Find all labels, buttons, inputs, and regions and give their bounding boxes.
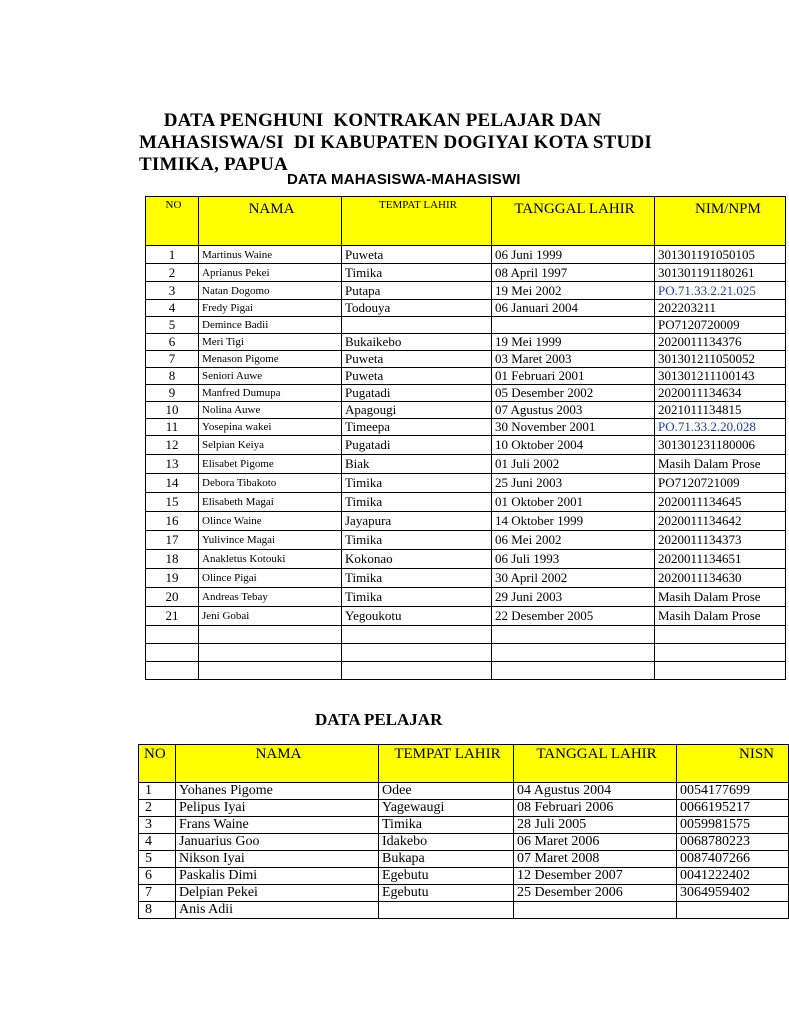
table-row	[146, 550, 786, 569]
table-row	[146, 368, 786, 385]
header-tempat-lahir: TEMPAT LAHIR	[379, 745, 514, 783]
header-no: NO	[139, 745, 176, 783]
cell-tempat-lahir: Kokonao	[342, 550, 492, 569]
cell-no: 21	[146, 607, 199, 626]
table-row	[139, 783, 789, 800]
cell-nim-npm: Masih Dalam Prose	[655, 588, 786, 607]
empty-cell	[655, 626, 786, 644]
table-row	[139, 834, 789, 851]
cell-nama: Nikson Iyai	[176, 851, 379, 868]
cell-nisn	[677, 902, 789, 919]
cell-no: 20	[146, 588, 199, 607]
cell-nama: Demince Badii	[199, 317, 342, 334]
cell-tanggal-lahir: 03 Maret 2003	[492, 351, 655, 368]
table-row	[146, 607, 786, 626]
table-row	[146, 531, 786, 550]
cell-nim-npm: 301301191180261	[655, 264, 786, 282]
cell-tanggal-lahir: 06 Juni 1999	[492, 246, 655, 264]
cell-tanggal-lahir: 06 Juli 1993	[492, 550, 655, 569]
cell-nim-npm: PO.71.33.2.21.025	[655, 282, 786, 300]
cell-tanggal-lahir: 07 Maret 2008	[514, 851, 677, 868]
cell-nim-npm: 2020011134642	[655, 512, 786, 531]
cell-nama: Yosepina wakei	[199, 419, 342, 436]
cell-no: 3	[139, 817, 176, 834]
cell-no: 17	[146, 531, 199, 550]
empty-cell	[492, 662, 655, 680]
cell-nama: Elisabet Pigome	[199, 455, 342, 474]
cell-no: 2	[139, 800, 176, 817]
cell-no: 9	[146, 385, 199, 402]
cell-nama: Frans Waine	[176, 817, 379, 834]
pelajar-section-title: DATA PELAJAR	[315, 710, 443, 729]
cell-tempat-lahir: Puweta	[342, 351, 492, 368]
cell-nama: Nolina Auwe	[199, 402, 342, 419]
cell-no: 10	[146, 402, 199, 419]
cell-tanggal-lahir: 08 Februari 2006	[514, 800, 677, 817]
cell-tempat-lahir: Timika	[379, 817, 514, 834]
cell-no: 5	[146, 317, 199, 334]
cell-no: 2	[146, 264, 199, 282]
cell-tanggal-lahir: 01 Februari 2001	[492, 368, 655, 385]
cell-tanggal-lahir: 01 Juli 2002	[492, 455, 655, 474]
table-row	[146, 402, 786, 419]
table-row	[146, 474, 786, 493]
pelajar-header-row	[139, 745, 789, 783]
cell-nama: Januarius Goo	[176, 834, 379, 851]
cell-nama: Aprianus Pekei	[199, 264, 342, 282]
empty-cell	[199, 662, 342, 680]
table-row	[146, 385, 786, 402]
table-row	[146, 419, 786, 436]
cell-tempat-lahir: Timeepa	[342, 419, 492, 436]
table-row	[146, 264, 786, 282]
cell-no: 12	[146, 436, 199, 455]
cell-tempat-lahir: Pugatadi	[342, 436, 492, 455]
empty-cell	[342, 662, 492, 680]
cell-nim-npm: 301301211050052	[655, 351, 786, 368]
empty-cell	[199, 644, 342, 662]
pelajar-table	[138, 744, 789, 919]
empty-cell	[492, 644, 655, 662]
cell-nama: Elisabeth Magai	[199, 493, 342, 512]
cell-no: 1	[146, 246, 199, 264]
cell-nisn: 0059981575	[677, 817, 789, 834]
cell-nama: Anis Adii	[176, 902, 379, 919]
mahasiswa-section-title: DATA MAHASISWA-MAHASISWI	[287, 171, 521, 188]
empty-cell	[146, 644, 199, 662]
table-row	[139, 902, 789, 919]
cell-no: 15	[146, 493, 199, 512]
cell-tanggal-lahir: 25 Desember 2006	[514, 885, 677, 902]
cell-no: 4	[139, 834, 176, 851]
cell-tempat-lahir: Biak	[342, 455, 492, 474]
empty-cell	[655, 644, 786, 662]
cell-tempat-lahir: Yagewaugi	[379, 800, 514, 817]
cell-nama: Jeni Gobai	[199, 607, 342, 626]
cell-nama: Paskalis Dimi	[176, 868, 379, 885]
cell-nama: Debora Tibakoto	[199, 474, 342, 493]
title-line-1: DATA PENGHUNI KONTRAKAN PELAJAR DAN	[139, 110, 602, 131]
cell-no: 19	[146, 569, 199, 588]
header-nama: NAMA	[199, 197, 342, 246]
cell-no: 3	[146, 282, 199, 300]
empty-cell	[342, 644, 492, 662]
cell-nim-npm: 301301211100143	[655, 368, 786, 385]
header-nama: NAMA	[176, 745, 379, 783]
cell-nama: Anakletus Kotouki	[199, 550, 342, 569]
cell-tempat-lahir: Timika	[342, 493, 492, 512]
cell-tempat-lahir: Jayapura	[342, 512, 492, 531]
cell-tanggal-lahir: 22 Desember 2005	[492, 607, 655, 626]
cell-tanggal-lahir: 12 Desember 2007	[514, 868, 677, 885]
title-line-3: TIMIKA, PAPUA	[139, 154, 288, 175]
title-line-2: MAHASISWA/SI DI KABUPATEN DOGIYAI KOTA STUDI	[139, 132, 652, 153]
cell-nim-npm: 301301191050105	[655, 246, 786, 264]
table-row	[146, 588, 786, 607]
cell-tanggal-lahir: 19 Mei 1999	[492, 334, 655, 351]
cell-tanggal-lahir: 10 Oktober 2004	[492, 436, 655, 455]
header-tanggal-lahir: TANGGAL LAHIR	[492, 197, 655, 246]
cell-nim-npm: 2020011134645	[655, 493, 786, 512]
cell-tanggal-lahir: 06 Mei 2002	[492, 531, 655, 550]
cell-nama: Pelipus Iyai	[176, 800, 379, 817]
table-row	[146, 436, 786, 455]
cell-nim-npm: PO.71.33.2.20.028	[655, 419, 786, 436]
cell-no: 7	[139, 885, 176, 902]
cell-tempat-lahir: Odee	[379, 783, 514, 800]
cell-tanggal-lahir: 14 Oktober 1999	[492, 512, 655, 531]
cell-tanggal-lahir: 01 Oktober 2001	[492, 493, 655, 512]
empty-row	[146, 662, 786, 680]
header-no: NO	[146, 197, 199, 246]
cell-no: 4	[146, 300, 199, 317]
cell-nim-npm: Masih Dalam Prose	[655, 455, 786, 474]
cell-nim-npm: 2021011134815	[655, 402, 786, 419]
table-row	[146, 455, 786, 474]
empty-cell	[342, 626, 492, 644]
cell-tempat-lahir: Pugatadi	[342, 385, 492, 402]
cell-nisn: 0068780223	[677, 834, 789, 851]
cell-tempat-lahir: Putapa	[342, 282, 492, 300]
empty-cell	[655, 662, 786, 680]
cell-nisn: 0087407266	[677, 851, 789, 868]
cell-no: 16	[146, 512, 199, 531]
empty-row	[146, 626, 786, 644]
cell-nama: Menason Pigome	[199, 351, 342, 368]
cell-no: 11	[146, 419, 199, 436]
table-row	[139, 868, 789, 885]
cell-tempat-lahir	[342, 317, 492, 334]
table-row	[146, 351, 786, 368]
cell-nisn: 0041222402	[677, 868, 789, 885]
table-row	[139, 851, 789, 868]
cell-nim-npm: 301301231180006	[655, 436, 786, 455]
cell-tempat-lahir: Puweta	[342, 368, 492, 385]
cell-nama: Manfred Dumupa	[199, 385, 342, 402]
cell-tanggal-lahir: 19 Mei 2002	[492, 282, 655, 300]
cell-nim-npm: 2020011134376	[655, 334, 786, 351]
header-nisn: NISN	[677, 745, 789, 783]
cell-nisn: 0054177699	[677, 783, 789, 800]
cell-tempat-lahir: Timika	[342, 474, 492, 493]
cell-nama: Seniori Auwe	[199, 368, 342, 385]
cell-nisn: 0066195217	[677, 800, 789, 817]
cell-no: 6	[139, 868, 176, 885]
cell-nim-npm: 2020011134634	[655, 385, 786, 402]
table-row	[139, 885, 789, 902]
cell-tanggal-lahir: 08 April 1997	[492, 264, 655, 282]
cell-nama: Meri Tigi	[199, 334, 342, 351]
cell-nama: Olince Waine	[199, 512, 342, 531]
cell-nim-npm: 202203211	[655, 300, 786, 317]
table-row	[146, 334, 786, 351]
cell-tempat-lahir: Timika	[342, 588, 492, 607]
cell-tempat-lahir: Bukapa	[379, 851, 514, 868]
cell-tanggal-lahir: 07 Agustus 2003	[492, 402, 655, 419]
cell-nim-npm: 2020011134630	[655, 569, 786, 588]
cell-tanggal-lahir	[514, 902, 677, 919]
header-nim-npm: NIM/NPM	[655, 197, 786, 246]
cell-no: 8	[139, 902, 176, 919]
empty-cell	[199, 626, 342, 644]
table-row	[139, 800, 789, 817]
cell-tanggal-lahir: 30 April 2002	[492, 569, 655, 588]
table-row	[146, 493, 786, 512]
table-row	[146, 512, 786, 531]
cell-nama: Selpian Keiya	[199, 436, 342, 455]
cell-nim-npm: PO7120720009	[655, 317, 786, 334]
cell-nama: Yulivince Magai	[199, 531, 342, 550]
cell-tempat-lahir: Timika	[342, 264, 492, 282]
header-tempat-lahir: TEMPAT LAHIR	[342, 197, 492, 246]
cell-tanggal-lahir: 28 Juli 2005	[514, 817, 677, 834]
cell-tempat-lahir: Egebutu	[379, 885, 514, 902]
cell-nim-npm: PO7120721009	[655, 474, 786, 493]
cell-nama: Olince Pigai	[199, 569, 342, 588]
cell-no: 6	[146, 334, 199, 351]
cell-nim-npm: 2020011134651	[655, 550, 786, 569]
cell-tempat-lahir: Todouya	[342, 300, 492, 317]
cell-tempat-lahir: Bukaikebo	[342, 334, 492, 351]
cell-tanggal-lahir: 30 November 2001	[492, 419, 655, 436]
table-row	[146, 317, 786, 334]
cell-tempat-lahir: Idakebo	[379, 834, 514, 851]
cell-tanggal-lahir: 06 Maret 2006	[514, 834, 677, 851]
cell-nama: Andreas Tebay	[199, 588, 342, 607]
table-row	[146, 282, 786, 300]
header-tanggal-lahir: TANGGAL LAHIR	[514, 745, 677, 783]
cell-tanggal-lahir: 05 Desember 2002	[492, 385, 655, 402]
cell-nisn: 3064959402	[677, 885, 789, 902]
cell-tempat-lahir: Apagougi	[342, 402, 492, 419]
cell-nim-npm: Masih Dalam Prose	[655, 607, 786, 626]
cell-tanggal-lahir: 29 Juni 2003	[492, 588, 655, 607]
table-row	[146, 569, 786, 588]
cell-tanggal-lahir: 06 Januari 2004	[492, 300, 655, 317]
cell-tempat-lahir: Timika	[342, 569, 492, 588]
cell-nama: Delpian Pekei	[176, 885, 379, 902]
cell-no: 7	[146, 351, 199, 368]
table-row	[146, 300, 786, 317]
cell-tempat-lahir: Puweta	[342, 246, 492, 264]
cell-tempat-lahir: Timika	[342, 531, 492, 550]
document-title	[139, 110, 699, 176]
cell-nim-npm: 2020011134373	[655, 531, 786, 550]
cell-nama: Fredy Pigai	[199, 300, 342, 317]
cell-tanggal-lahir: 04 Agustus 2004	[514, 783, 677, 800]
cell-tanggal-lahir	[492, 317, 655, 334]
mahasiswa-header-row	[146, 197, 786, 246]
empty-cell	[146, 626, 199, 644]
cell-no: 8	[146, 368, 199, 385]
cell-nama: Yohanes Pigome	[176, 783, 379, 800]
empty-row	[146, 644, 786, 662]
cell-no: 13	[146, 455, 199, 474]
cell-tempat-lahir: Yegoukotu	[342, 607, 492, 626]
table-row	[146, 246, 786, 264]
cell-no: 1	[139, 783, 176, 800]
cell-tanggal-lahir: 25 Juni 2003	[492, 474, 655, 493]
empty-cell	[492, 626, 655, 644]
empty-cell	[146, 662, 199, 680]
cell-no: 18	[146, 550, 199, 569]
cell-tempat-lahir	[379, 902, 514, 919]
mahasiswa-table	[145, 196, 786, 680]
table-row	[139, 817, 789, 834]
cell-tempat-lahir: Egebutu	[379, 868, 514, 885]
cell-no: 5	[139, 851, 176, 868]
cell-nama: Natan Dogomo	[199, 282, 342, 300]
cell-no: 14	[146, 474, 199, 493]
cell-nama: Martinus Waine	[199, 246, 342, 264]
